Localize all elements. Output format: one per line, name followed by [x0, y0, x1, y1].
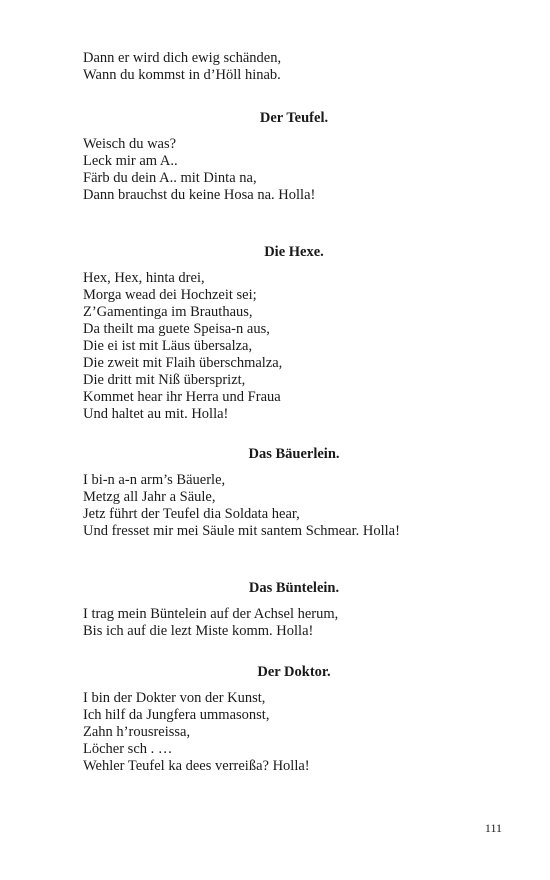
verse-line: Wehler Teufel ka dees verreißa? Holla! — [83, 758, 310, 774]
verse-line: Und fresset mir mei Säule mit santem Schmear. Holla! — [83, 523, 400, 539]
heading-das-buentelein: Das Büntelein. — [248, 580, 340, 596]
verse-line: I bi-n a-n arm’s Bäuerle, — [83, 472, 226, 488]
verse-line: Z’Gamentinga im Brauthaus, — [83, 304, 253, 320]
heading-der-teufel: Der Teufel. — [259, 110, 329, 126]
verse-line: Die zweit mit Flaih überschmalza, — [83, 355, 283, 371]
verse-der-doktor — [83, 690, 513, 775]
verse-line: Die dritt mit Niß übersprizt, — [83, 372, 246, 388]
verse-line: Die ei ist mit Läus übersalza, — [83, 338, 253, 354]
verse-line: Morga wead dei Hochzeit sei; — [83, 287, 257, 303]
verse-line: Da theilt ma guete Speisa-n aus, — [83, 321, 270, 337]
verse-line: Leck mir am A.. — [83, 153, 178, 169]
verse-die-hexe — [83, 270, 513, 423]
verse-line: Färb du dein A.. mit Dinta na, — [83, 170, 257, 186]
verse-line: Löcher sch . … — [83, 741, 173, 757]
verse-line: Kommet hear ihr Herra und Fraua — [83, 389, 281, 405]
verse-line: Zahn h’rousreissa, — [83, 724, 191, 740]
verse-line: Wann du kommst in d’Höll hinab. — [83, 67, 281, 83]
verse-line: Dann er wird dich ewig schänden, — [83, 50, 282, 66]
heading-der-doktor: Der Doktor. — [257, 664, 331, 680]
heading-das-baeuerlein: Das Bäuerlein. — [248, 446, 340, 462]
verse-line: I bin der Dokter von der Kunst, — [83, 690, 266, 706]
verse-line: Hex, Hex, hinta drei, — [83, 270, 205, 286]
verse-line: Metzg all Jahr a Säule, — [83, 489, 216, 505]
verse-das-buentelein — [83, 606, 513, 640]
verse-line: Bis ich auf die lezt Miste komm. Holla! — [83, 623, 314, 639]
page-number: 111 — [484, 821, 502, 835]
verse-line: Jetz führt der Teufel dia Soldata hear, — [83, 506, 300, 522]
verse-line: Weisch du was? — [83, 136, 177, 152]
verse-das-baeuerlein — [83, 472, 513, 540]
verse-line: I trag mein Büntelein auf der Achsel herum, — [83, 606, 339, 622]
verse-continuation — [83, 50, 513, 84]
verse-line: Dann brauchst du keine Hosa na. Holla! — [83, 187, 316, 203]
verse-line: Und haltet au mit. Holla! — [83, 406, 229, 422]
verse-line: Ich hilf da Jungfera ummasonst, — [83, 707, 270, 723]
verse-der-teufel — [83, 136, 513, 204]
heading-die-hexe: Die Hexe. — [264, 244, 324, 260]
